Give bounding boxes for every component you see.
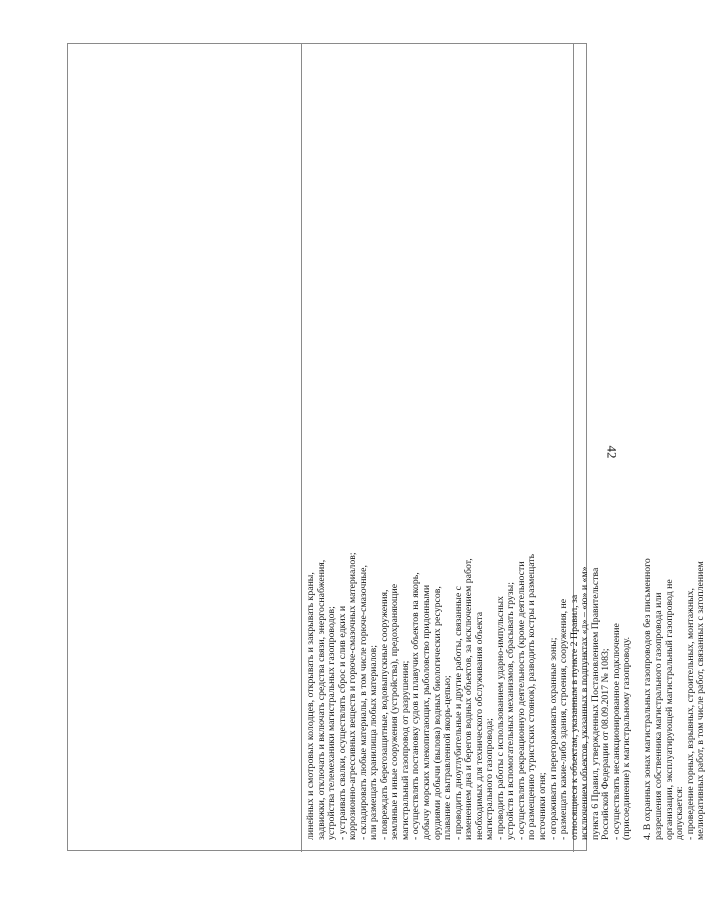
text-line: магистральный газопровод от разрушения; <box>399 660 411 840</box>
text-line: орудиями добычи (вылова) водных биологических ресурсов, <box>431 586 443 840</box>
text-line: - осуществлять рекреационную деятельность (кроме деятельности <box>515 561 527 840</box>
text-line: разрешения собственника магистрального газопровода или <box>653 592 664 840</box>
text-line: исключением объектов, указанных в подпунктах «д» – «ю» и «м» <box>579 566 591 840</box>
text-line: коррозионно-агрессивных веществ и горюче-смазочных материалов; <box>347 552 359 840</box>
text-line: - проводить дноуглубительные и другие работы, связанные с <box>452 586 464 840</box>
text-line: - осуществлять несанкционированное подключение <box>610 623 622 840</box>
text-line: пункта 6 Правил, утвержденных Постановлением Правительства <box>589 567 601 840</box>
section-heading-line: 4. В охранных зонах магистральных газопроводов без письменного <box>642 558 654 840</box>
text-line: - проводить работы с использованием ударно-импульсных <box>494 596 506 840</box>
text-line: добычу морских млекопитающих, рыболовство придонными <box>421 584 433 840</box>
text-line: допускается: <box>674 786 686 840</box>
text-line: источники огня; <box>537 772 549 840</box>
text-line: изменением дна и берегов водных объектов, за исключением работ, <box>463 558 475 840</box>
table-column-right-empty <box>68 44 302 852</box>
text-line: - проведение горных, взрывных, строительных, монтажных, <box>684 587 696 840</box>
text-line: устройств и вспомогательных механизмов, сбрасывать грузы; <box>505 582 517 840</box>
text-line: земляные и иные сооружения (устройства), предохраняющие <box>389 583 401 840</box>
text-line: мелиоративных работ, в том числе работ, связанных с затоплением <box>695 561 707 840</box>
text-line: - складировать любые материалы, в том числе горюче-смазочные, <box>357 565 369 840</box>
text-line: плавание с вытравленной якорь-цепью; <box>442 675 454 840</box>
text-line: организации, эксплуатирующей магистральный газопровод не <box>663 579 675 840</box>
text-line: устройства телемеханики магистральных газопроводов; <box>326 606 338 840</box>
text-line: - повреждать берегозащитные, водовыпускные сооружения, <box>378 589 390 840</box>
text-line: - осуществлять постановку судов и плавучих объектов на якорь, <box>410 572 422 840</box>
text-line: задвижки, отключать и включать средства связи, энергоснабжения, <box>315 559 327 840</box>
text-line: магистрального газопровода; <box>484 718 496 840</box>
text-line: линейных и смотровых колодцев, открывать и закрывать краны, <box>305 572 316 840</box>
text-line: - огораживать и перегораживать охранные зоны; <box>547 637 559 840</box>
text-line: или размещать хранилища любых материалов; <box>368 645 380 840</box>
text-line: - устраивать свалки, осуществлять сброс и слив едких и <box>336 605 348 840</box>
text-line: (присоединение) к магистральному газопроводу. <box>621 636 633 840</box>
text-line: относящиеся к объектам, указанным в пункте 2 Правил, за <box>568 594 580 840</box>
table-column-left-empty <box>574 44 588 852</box>
text-line: Российской Федерации от 08.09.2017 № 1083; <box>600 648 612 840</box>
text-line: необходимых для технического обслуживания объекта <box>473 611 485 840</box>
text-line: по размещению туристских стоянок), разводить костры и размещать <box>526 553 538 840</box>
text-line: - размещать какие-либо здания, строения, сооружения, не <box>558 598 570 840</box>
page-number: 42 <box>604 445 620 459</box>
